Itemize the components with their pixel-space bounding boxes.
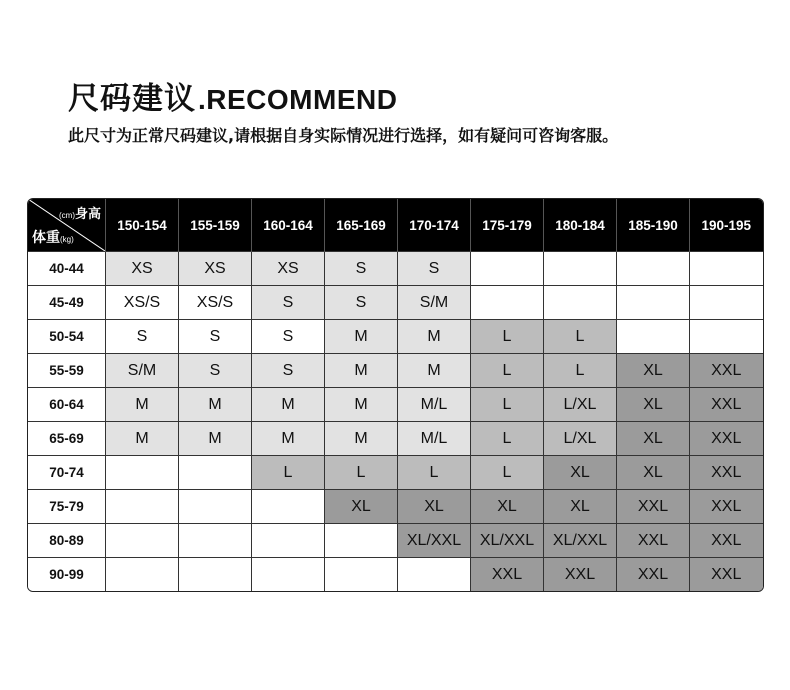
size-cell: M bbox=[398, 320, 471, 354]
table-row bbox=[28, 456, 763, 490]
size-cell: XL bbox=[544, 456, 617, 490]
size-cell: XL bbox=[544, 490, 617, 524]
size-cell bbox=[252, 524, 325, 558]
weight-row-header: 60-64 bbox=[28, 388, 106, 422]
height-column-header: 170-174 bbox=[398, 199, 471, 252]
table-row bbox=[28, 524, 763, 558]
size-cell: M bbox=[106, 422, 179, 456]
size-cell: L bbox=[252, 456, 325, 490]
size-cell: S/M bbox=[106, 354, 179, 388]
size-cell: L bbox=[471, 354, 544, 388]
size-cell: XL bbox=[325, 490, 398, 524]
title-english: .RECOMMEND bbox=[198, 84, 398, 115]
weight-row-header: 90-99 bbox=[28, 558, 106, 592]
size-cell: XXL bbox=[617, 558, 690, 592]
header-row bbox=[28, 199, 763, 252]
size-cell: L/XL bbox=[544, 422, 617, 456]
size-cell: XS/S bbox=[106, 286, 179, 320]
table-row bbox=[28, 558, 763, 592]
size-cell: S bbox=[325, 286, 398, 320]
weight-row-header: 80-89 bbox=[28, 524, 106, 558]
size-cell: M bbox=[106, 388, 179, 422]
title-chinese: 尺码建议 bbox=[68, 81, 196, 117]
size-cell: XS/S bbox=[179, 286, 252, 320]
weight-row-header: 40-44 bbox=[28, 252, 106, 286]
size-cell: XXL bbox=[690, 354, 763, 388]
size-cell: XXL bbox=[471, 558, 544, 592]
size-cell: XXL bbox=[690, 388, 763, 422]
weight-header: 体重(kg) bbox=[32, 229, 74, 245]
size-cell: XXL bbox=[690, 456, 763, 490]
size-cell: L bbox=[471, 422, 544, 456]
height-column-header: 185-190 bbox=[617, 199, 690, 252]
table-row bbox=[28, 252, 763, 286]
size-cell: L bbox=[398, 456, 471, 490]
size-cell: XXL bbox=[690, 524, 763, 558]
size-cell: XXL bbox=[617, 524, 690, 558]
height-header: (cm)身高 bbox=[58, 206, 101, 221]
size-cell: XXL bbox=[544, 558, 617, 592]
size-cell: XL/XXL bbox=[544, 524, 617, 558]
size-cell bbox=[252, 558, 325, 592]
size-cell bbox=[690, 320, 763, 354]
table-row bbox=[28, 388, 763, 422]
size-cell: L bbox=[325, 456, 398, 490]
height-column-header: 150-154 bbox=[106, 199, 179, 252]
size-cell: L bbox=[544, 320, 617, 354]
size-cell: XS bbox=[179, 252, 252, 286]
size-cell: M/L bbox=[398, 422, 471, 456]
size-cell: XL bbox=[617, 422, 690, 456]
weight-row-header: 50-54 bbox=[28, 320, 106, 354]
size-cell bbox=[325, 558, 398, 592]
size-cell bbox=[690, 252, 763, 286]
size-cell: XL bbox=[398, 490, 471, 524]
size-cell: S bbox=[252, 286, 325, 320]
size-cell: XS bbox=[252, 252, 325, 286]
size-cell bbox=[179, 524, 252, 558]
size-cell: M bbox=[252, 422, 325, 456]
size-cell: XL/XXL bbox=[471, 524, 544, 558]
size-cell: S bbox=[179, 354, 252, 388]
size-cell: M bbox=[325, 320, 398, 354]
size-cell bbox=[471, 252, 544, 286]
size-cell bbox=[106, 456, 179, 490]
weight-row-header: 45-49 bbox=[28, 286, 106, 320]
size-cell bbox=[179, 456, 252, 490]
weight-row-header: 70-74 bbox=[28, 456, 106, 490]
size-cell: XXL bbox=[617, 490, 690, 524]
size-cell: L bbox=[471, 320, 544, 354]
size-cell: M bbox=[325, 388, 398, 422]
size-cell bbox=[617, 286, 690, 320]
size-cell bbox=[471, 286, 544, 320]
height-column-header: 165-169 bbox=[325, 199, 398, 252]
height-column-header: 190-195 bbox=[690, 199, 763, 252]
size-cell bbox=[544, 286, 617, 320]
size-cell: M bbox=[398, 354, 471, 388]
table-row bbox=[28, 354, 763, 388]
size-cell: S bbox=[179, 320, 252, 354]
size-cell: M/L bbox=[398, 388, 471, 422]
size-cell: L bbox=[471, 388, 544, 422]
size-cell bbox=[106, 490, 179, 524]
height-column-header: 180-184 bbox=[544, 199, 617, 252]
size-cell: XL/XXL bbox=[398, 524, 471, 558]
size-cell: XL bbox=[617, 354, 690, 388]
weight-row-header: 65-69 bbox=[28, 422, 106, 456]
size-cell: M bbox=[252, 388, 325, 422]
corner-cell bbox=[28, 199, 106, 252]
size-cell: L bbox=[544, 354, 617, 388]
size-cell: S bbox=[106, 320, 179, 354]
table-row bbox=[28, 286, 763, 320]
size-cell bbox=[617, 320, 690, 354]
height-column-header: 175-179 bbox=[471, 199, 544, 252]
size-cell: XL bbox=[471, 490, 544, 524]
size-cell: XXL bbox=[690, 490, 763, 524]
size-cell bbox=[179, 558, 252, 592]
size-cell: XL bbox=[617, 456, 690, 490]
height-column-header: 160-164 bbox=[252, 199, 325, 252]
size-cell: S/M bbox=[398, 286, 471, 320]
table-row bbox=[28, 422, 763, 456]
height-column-header: 155-159 bbox=[179, 199, 252, 252]
weight-row-header: 75-79 bbox=[28, 490, 106, 524]
size-cell: S bbox=[252, 354, 325, 388]
size-cell: XS bbox=[106, 252, 179, 286]
size-cell bbox=[179, 490, 252, 524]
size-cell: M bbox=[325, 354, 398, 388]
size-cell bbox=[252, 490, 325, 524]
size-cell: XL bbox=[617, 388, 690, 422]
size-cell: S bbox=[252, 320, 325, 354]
table-row bbox=[28, 320, 763, 354]
size-cell: S bbox=[325, 252, 398, 286]
page-subtitle: 此尺寸为正常尺码建议,请根据自身实际情况进行选择，如有疑问可咨询客服。 bbox=[68, 126, 619, 145]
size-cell bbox=[398, 558, 471, 592]
size-cell bbox=[106, 524, 179, 558]
weight-row-header: 55-59 bbox=[28, 354, 106, 388]
size-cell: S bbox=[398, 252, 471, 286]
table-row bbox=[28, 490, 763, 524]
size-cell: M bbox=[179, 388, 252, 422]
table-body bbox=[28, 252, 763, 592]
size-cell: XXL bbox=[690, 422, 763, 456]
size-cell: XXL bbox=[690, 558, 763, 592]
size-chart bbox=[27, 198, 764, 592]
size-cell bbox=[325, 524, 398, 558]
size-cell: L/XL bbox=[544, 388, 617, 422]
size-table bbox=[28, 199, 763, 591]
size-cell bbox=[106, 558, 179, 592]
size-cell: M bbox=[325, 422, 398, 456]
size-cell bbox=[617, 252, 690, 286]
page-title bbox=[68, 81, 398, 117]
size-cell: L bbox=[471, 456, 544, 490]
size-cell: M bbox=[179, 422, 252, 456]
size-cell bbox=[544, 252, 617, 286]
size-cell bbox=[690, 286, 763, 320]
